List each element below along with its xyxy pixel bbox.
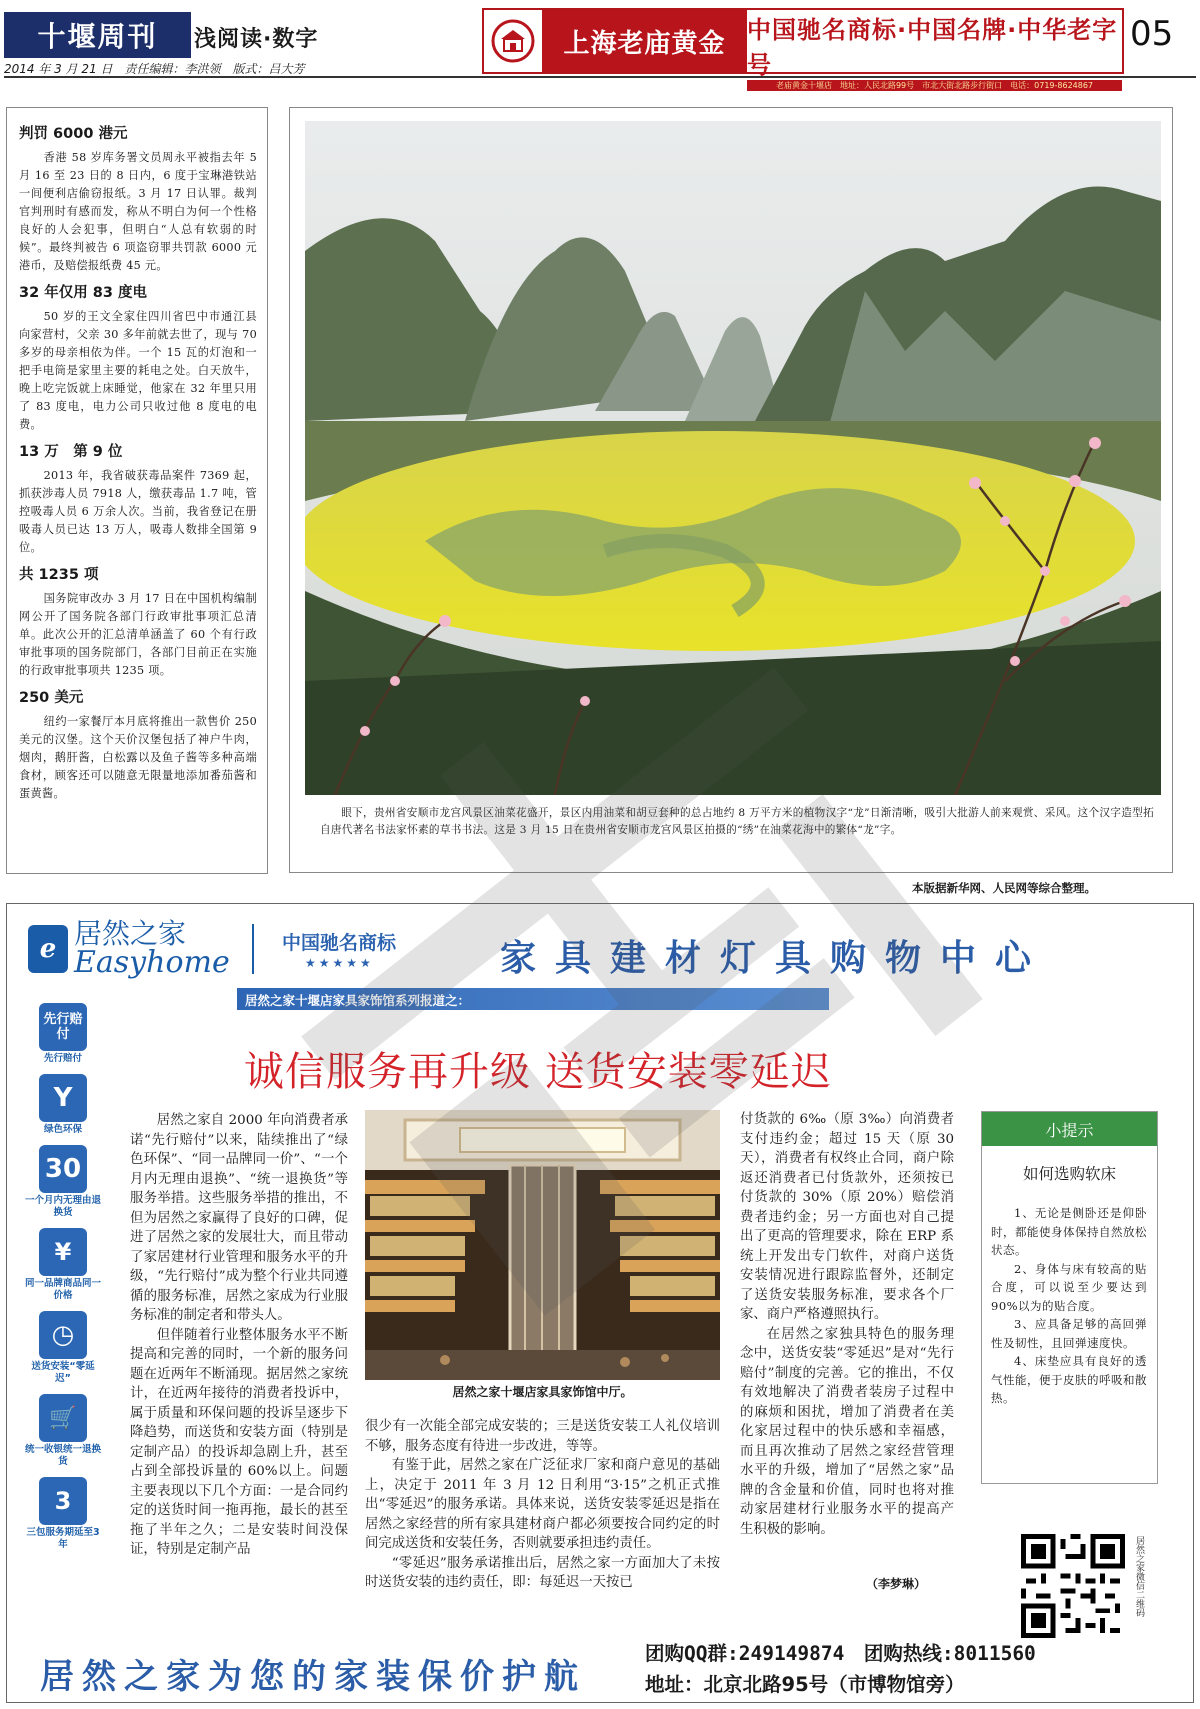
- service-item: [24, 1074, 102, 1136]
- qr-code-icon[interactable]: [1021, 1534, 1125, 1638]
- price-tag-icon: ¥: [39, 1228, 87, 1276]
- tip-item: 4、床垫应具有良好的透气性能，便于皮肤的呼吸和散热。: [991, 1354, 1147, 1405]
- brief-body: 香港 58 岁库务署文员周永平被指去年 5 月 16 至 23 日的 8 日内，6 度于宝琳港铁站一间便利店偷窃报纸。3 月 17 日认罪。裁判官判刑时有感而发，称从不明白为何一个性格良好的人会犯事，但明白“人总有软弱的时候”。最终判被告 6 项盗窃罪共罚款 6000 元港币，及赔偿报纸费 45 元。: [19, 151, 257, 272]
- brief-heading: 共 1235 项: [19, 567, 99, 583]
- brief-item: [19, 281, 257, 434]
- service-label: 三包服务期延至3年: [26, 1527, 100, 1550]
- masthead: 十堰周刊: [4, 12, 191, 58]
- service-item: [24, 1003, 102, 1065]
- brief-item: [19, 686, 257, 803]
- service-item: [24, 1228, 102, 1302]
- mall-photo-caption: 居然之家十堰店家具家饰馆中厅。: [452, 1385, 633, 1399]
- clock-icon: ◷: [39, 1311, 87, 1359]
- article-column-3: [740, 1110, 954, 1539]
- article-paragraph: “零延迟”服务承诺推出后，居然之家一方面加大了未按时送货安装的违约责任，即：每延迟一天按已: [365, 1555, 720, 1590]
- article-paragraph: 很少有一次能全部完成安装的；三是送货安装工人礼仪培训不够，服务态度有待进一步改进，等等。: [365, 1419, 720, 1454]
- article-paragraph: 居然之家自 2000 年向消费者承诺“先行赔付”以来，陆续推出了“绿色环保”、“同一品牌同一价”、“一个月内无理由退换”、“统一退换货”等服务举措。这些服务举措的推出，不但为居然之家赢得了良好的口碑，促进了居然之家的发展壮大，而且带动了家居建材行业管理和服务水平的升级，“先行赔付”成为整个行业共同遵循的服务标准，居然之家成为行业服务标准的制定者和带头人。: [130, 1113, 348, 1323]
- service-item: [24, 1145, 102, 1219]
- article-column-1: [130, 1111, 348, 1560]
- brief-heading: 13 万 第 9 位: [19, 444, 123, 460]
- logo-en: Easyhome: [74, 945, 230, 980]
- date-line: 2014 年 3 月 21 日 责任编辑：李洪领 版式：吕大芳: [4, 62, 305, 76]
- series-bar: 居然之家十堰店家具家饰馆系列报道之：: [237, 988, 829, 1010]
- brief-item: [19, 440, 257, 557]
- tips-title: 如何选购软床: [1022, 1165, 1116, 1183]
- tips-heading: 小提示: [982, 1112, 1157, 1146]
- easyhome-badge-icon: e: [28, 925, 68, 973]
- ad-address: 老庙黄金十堰店 地址：人民北路99号 市北大街北路步行街口 电话：0719-8624867: [747, 80, 1122, 91]
- banner-title: 家具建材灯具购物中心: [500, 938, 1051, 979]
- qr-label: 居然之家微信二维码: [1134, 1536, 1144, 1617]
- brief-heading: 250 美元: [19, 690, 84, 706]
- article-column-2: [365, 1417, 720, 1593]
- service-label: 绿色环保: [43, 1124, 82, 1135]
- tips-box: [981, 1111, 1158, 1484]
- tip-item: 3、应具备足够的高回弹性及韧性，且回弹速度快。: [991, 1317, 1147, 1350]
- footer-slogan: 居然之家为您的家装保价护航: [40, 1657, 586, 1697]
- page-number: 05: [1130, 14, 1174, 54]
- headline: 诚信服务再升级 送货安装零延迟: [244, 1049, 832, 1095]
- service-label: 统一收银统一退换货: [24, 1444, 101, 1467]
- article-paragraph: 有鉴于此，居然之家在广泛征求厂家和商户意见的基础上，决定于 2011 年 3 月 12 日利用“3·15”之机正式推出“零延迟”的服务承诺。具体来说，送货安装零延迟是指在居然之家经营的所有家具建材商户都必须要按合同约定的时间完成送货和安装任务，否则就要承担违约责任。: [365, 1458, 720, 1551]
- ad-slogan: 中国驰名商标·中国名牌·中华老字号: [747, 16, 1118, 79]
- rapeseed-field-photo: [305, 121, 1161, 795]
- service-item: [24, 1311, 102, 1385]
- number-briefs-column: [6, 107, 268, 874]
- trademark-label: 中国驰名商标: [282, 932, 397, 954]
- cart-icon: 🛒: [39, 1394, 87, 1442]
- logo-divider: [252, 924, 254, 974]
- compensation-icon: 先行赔付: [39, 1003, 87, 1051]
- stars-rating: ★★★★★: [305, 956, 374, 970]
- brief-heading: 判罚 6000 港元: [19, 126, 128, 142]
- photo-frame: [289, 107, 1173, 873]
- service-label: 先行赔付: [43, 1053, 82, 1064]
- brief-body: 国务院审改办 3 月 17 日在中国机构编制网公开了国务院各部门行政审批事项汇总清单。此次公开的汇总清单涵盖了 60 个有行政审批事项的国务院部门，各部门目前正在实施的行政审批事项共 1235 项。: [19, 592, 257, 677]
- photo-caption: 眼下，贵州省安顺市龙宫风景区油菜花盛开，景区内用油菜和胡豆套种的总占地约 8 万平方米的植物汉字“龙”日渐清晰，吸引大批游人前来观赏、采风。这个汉字造型拓自唐代著名书法家怀素的草书书法。这是 3 月 15 日在贵州省安顺市龙宫风景区拍摄的“绣”在油菜花海中的繁体“龙”字。: [320, 807, 1154, 836]
- service-item: [24, 1477, 102, 1551]
- source-note: 本版据新华网、人民网等综合整理。: [912, 881, 1096, 895]
- footer-contact: 团购QQ群:249149874 团购热线:8011560: [645, 1642, 1036, 1665]
- service-item: [24, 1394, 102, 1468]
- section-name: 浅阅读·数字: [194, 27, 319, 52]
- brief-body: 2013 年，我省破获毒品案件 7369 起，抓获涉毒人员 7918 人，缴获毒品 1.7 吨，管控吸毒人员 6 万余人次。当前，我省登记在册吸毒人员已达 13 万人，吸毒人数排全国第 9 位。: [19, 469, 257, 554]
- easyhome-logo: [28, 917, 230, 980]
- service-label: 一个月内无理由退换货: [24, 1195, 101, 1218]
- thirty-day-icon: 30: [39, 1145, 87, 1193]
- brief-body: 纽约一家餐厅本月底将推出一款售价 250 美元的汉堡。这个天价汉堡包括了神户牛肉，烟肉，鹅肝酱，白松露以及鱼子酱等多种高端食材，顾客还可以随意无限量地添加番茄酱和蛋黄酱。: [19, 715, 257, 800]
- ad-brand: 上海老庙黄金: [542, 10, 747, 72]
- service-label: 送货安装“零延迟”: [31, 1361, 95, 1384]
- footer-address: 地址：北京北路95号（市博物馆旁）: [645, 1673, 965, 1696]
- article-paragraph: 在居然之家独具特色的服务理念中，送货安装“零延迟”是对“先行赔付”制度的完善。它的推出，不仅有效地解决了消费者装房子过程中的麻烦和困扰，增加了消费者在美化家居过程中的快乐感和幸福感，而且再次推动了居然之家经营管理水平的升级，增加了“居然之家”品牌的含金量和价值，同时也将对推动家居建材行业服务水平的提高产生积极的影响。: [740, 1326, 954, 1537]
- mall-atrium-photo: [365, 1110, 720, 1380]
- temple-logo-icon: [484, 10, 542, 72]
- brief-body: 50 岁的王文全家住四川省巴中市通江县向家营村，父亲 30 多年前就去世了，现与 70 多岁的母亲相依为伴。一个 15 瓦的灯泡和一把手电筒是家里主要的耗电之处。白天放牛，晚上吃完饭就上床睡觉，他家在 32 年里只用了 83 度电，电力公司只收过他 8 度电的电费。: [19, 310, 257, 431]
- byline: （李梦琳）: [866, 1577, 927, 1591]
- service-label: 同一品牌商品同一价格: [24, 1278, 101, 1301]
- tip-item: 1、无论是侧卧还是仰卧时，都能使身体保持自然放松状态。: [991, 1206, 1147, 1257]
- article-paragraph: 但伴随着行业整体服务水平不断提高和完善的同时，一个新的服务问题在近两年不断涌现。据居然之家统计，在近两年接待的消费者投诉中，属于质量和环保问题的投诉呈逐步下降趋势，而送货和安装方面（特别是定制产品）的投诉却急剧上升，甚至占到全部投诉量的 60%以上。问题主要表现以下几个方面：一是合同约定的送货时间一拖再拖，最长的甚至拖了半年之久；二是安装时间没保证，特别是定制产品: [130, 1327, 348, 1557]
- tip-item: 2、身体与床有较高的贴合度，可以说至少要达到 90%以为的贴合度。: [991, 1261, 1147, 1313]
- service-icon-column: [24, 1003, 102, 1560]
- logo-cn: 居然之家: [74, 917, 187, 950]
- leaf-icon: Y: [39, 1074, 87, 1122]
- brief-item: [19, 122, 257, 275]
- brief-heading: 32 年仅用 83 度电: [19, 285, 148, 301]
- article-paragraph: 付货款的 6‰（原 3‰）向消费者支付违约金；超过 15 天（原 30 天），消费者有权终止合同，商户除返还消费者已付货款外，还须按已付货款的 30%（原 20%）赔偿消费者违约金；另一方面也对自己提出了更高的管理要求，除在 ERP 系统上开发出专门软件，对商户送货安装情况进行跟踪监督外，还制定了送货安装服务标准，要求各个厂家、商户严格遵照执行。: [740, 1112, 954, 1322]
- brief-item: [19, 563, 257, 680]
- warranty-shield-icon: 3: [39, 1477, 87, 1525]
- header-ad: [482, 8, 1124, 90]
